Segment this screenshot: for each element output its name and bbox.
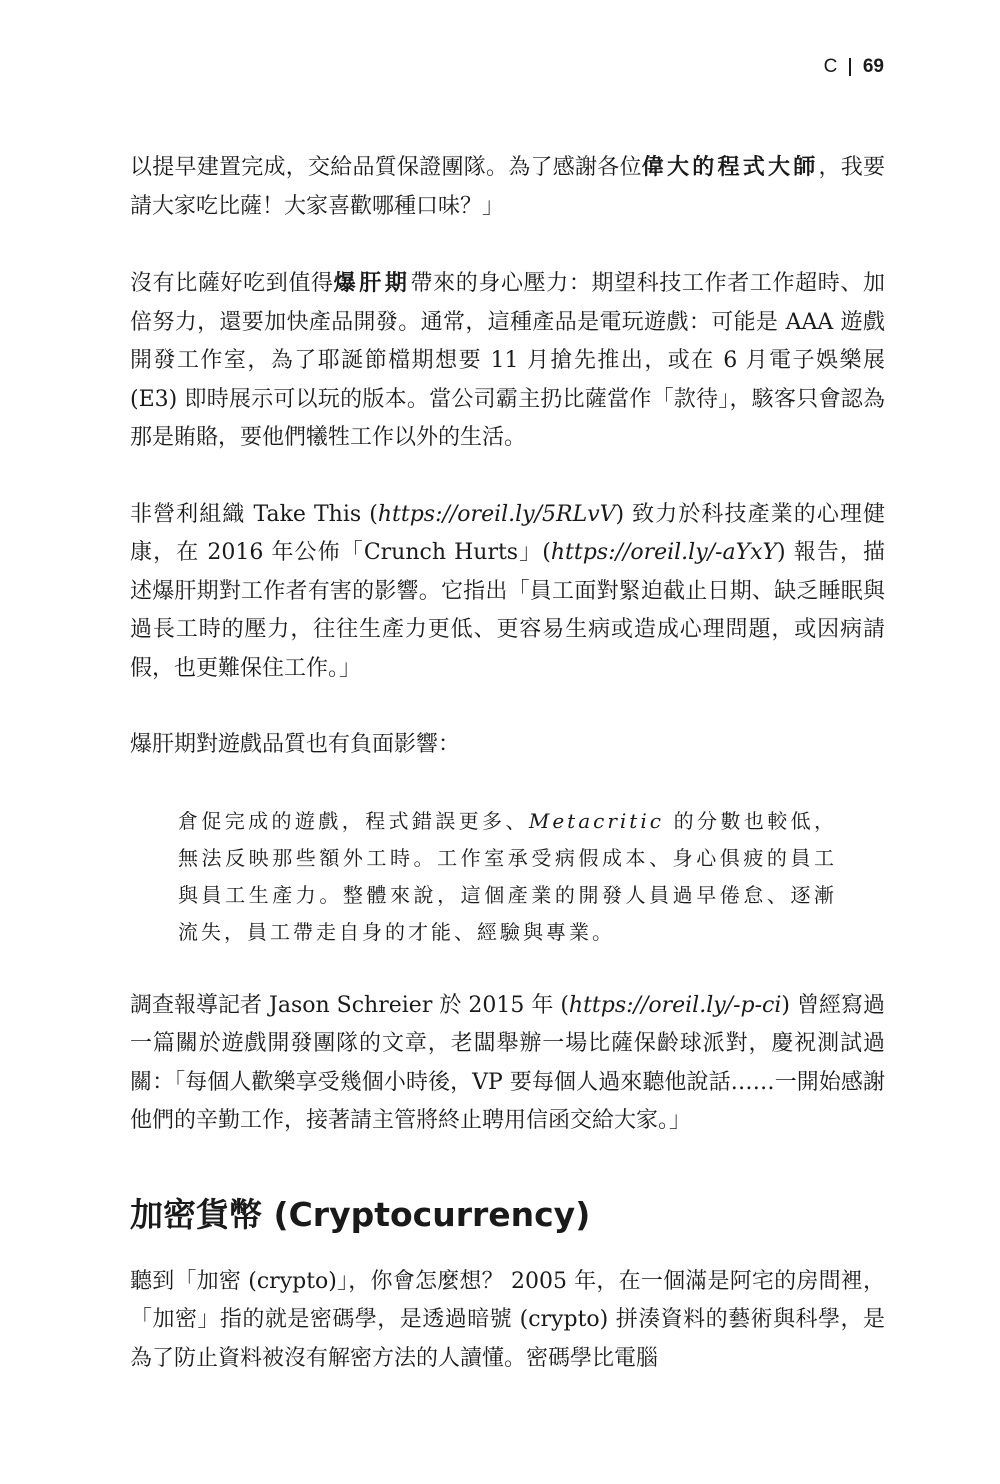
p3-text-3: ) 報告，描述爆肝期對工作者有害的影響。它指出「員工面對緊迫截止日期、缺乏睡眠與過長工時的壓力，往往生產力更低、更容易生病或造成心理問題，或因病請假，也更難保住工作。」 xyxy=(130,540,885,681)
p3-link-1[interactable]: https://oreil.ly/5RLvV xyxy=(377,501,616,527)
quote-text-1: 倉促完成的遊戲，程式錯誤更多、 xyxy=(178,808,529,833)
paragraph-3 xyxy=(130,496,885,689)
header-divider xyxy=(849,58,851,76)
p2-text-1: 沒有比薩好吃到值得 xyxy=(130,271,334,296)
p5-text-2: ) 曾經寫過一篇關於遊戲開發團隊的文章，老闆舉辦一場比薩保齡球派對，慶祝測試過關：「每個人歡樂享受幾個小時後，VP 要每個人過來聽他說話……一開始感謝他們的辛勤工作，接著請主管將終止聘用信函交給大家。」 xyxy=(130,992,886,1133)
p1-bold: 偉大的程式大師 xyxy=(641,154,819,180)
quote-text-2: 的分數也較低，無法反映那些額外工時。工作室承受病假成本、身心俱疲的員工與員工生產力。整體來說，這個產業的開發人員過早倦怠、逐漸流失，員工帶走自身的才能、經驗與專業。 xyxy=(178,808,838,944)
p2-bold: 爆肝期 xyxy=(333,270,411,296)
paragraph-5 xyxy=(130,987,885,1141)
p5-text-1: 調查報導記者 Jason Schreier 於 2015 年 ( xyxy=(130,992,569,1018)
block-quote xyxy=(178,803,837,951)
p3-link-2[interactable]: https://oreil.ly/-aYxY xyxy=(550,540,778,565)
p1-text-1: 以提早建置完成，交給品質保證團隊。為了感謝各位 xyxy=(130,155,642,180)
page-number: 69 xyxy=(862,56,884,77)
chapter-letter: C xyxy=(823,56,838,77)
section-heading: 加密貨幣 (Cryptocurrency) xyxy=(130,1194,591,1234)
paragraph-6 xyxy=(130,1263,885,1379)
running-header xyxy=(824,56,884,78)
p4-text: 爆肝期對遊戲品質也有負面影響： xyxy=(130,732,461,757)
paragraph-2 xyxy=(130,264,885,458)
page-body xyxy=(130,148,885,1416)
p2-text-2: 帶來的身心壓力：期望科技工作者工作超時、加倍努力，還要加快產品開發。通常，這種產品是電玩遊戲：可能是 AAA 遊戲開發工作室，為了耶誕節檔期想要 11 月搶先推出，或在 6 月電子娛樂展 (E3) 即時展示可以玩的版本。當公司霸主扔比薩當作「款待」，駭客只會認為那是賄賂，要他們犧牲工作以外的生活。 xyxy=(130,271,885,450)
paragraph-1 xyxy=(130,148,885,226)
quote-italic: Metacritic xyxy=(528,808,664,833)
p5-link-1[interactable]: https://oreil.ly/-p-ci xyxy=(568,992,782,1018)
p1-text-2: ，我要請大家吃比薩！大家喜歡哪種口味？」 xyxy=(130,155,885,219)
p6-text: 聽到「加密 (crypto)」，你會怎麼想？ 2005 年，在一個滿是阿宅的房間裡，「加密」指的就是密碼學，是透過暗號 (crypto) 拼湊資料的藝術與科學，是為了防止資料被沒有解密方法的人讀懂。密碼學比電腦 xyxy=(130,1268,885,1371)
paragraph-4 xyxy=(130,726,885,765)
p3-text-1: 非營利組織 Take This ( xyxy=(130,501,378,527)
p3-text-2: ) 致力於科技產業的心理健康，在 2016 年公佈「Crunch Hurts」( xyxy=(130,501,886,565)
